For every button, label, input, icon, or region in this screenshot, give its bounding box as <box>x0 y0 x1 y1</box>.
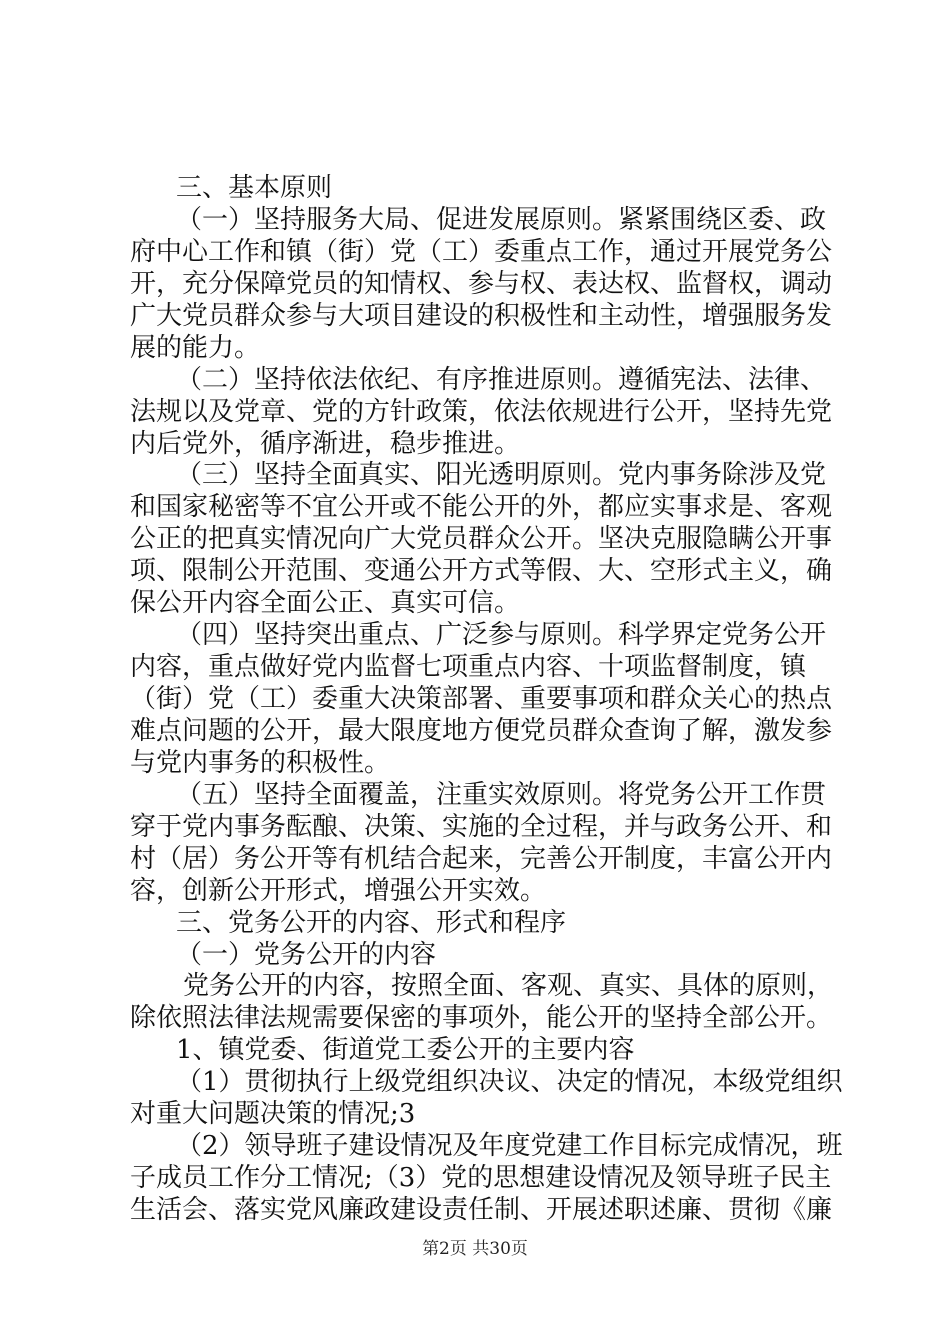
text-line: （1）贯彻执行上级党组织决议、决定的情况，本级党组织 <box>176 1067 843 1097</box>
text-line: 三、基本原则 <box>176 173 333 203</box>
page-number-footer: 第2页 共30页 <box>422 1239 528 1259</box>
text-line: 穿于党内事务酝酿、决策、实施的全过程，并与政务公开、和 <box>130 812 833 842</box>
text-line: 法规以及党章、党的方针政策，依法依规进行公开，坚持先党 <box>130 397 833 427</box>
text-line: 展的能力。 <box>130 333 261 363</box>
text-line: 对重大问题决策的情况;3 <box>130 1099 416 1129</box>
text-line: （一）坚持服务大局、促进发展原则。紧紧围绕区委、政 <box>176 205 827 235</box>
text-line: 1、镇党委、街道党工委公开的主要内容 <box>176 1035 635 1065</box>
text-line: 和国家秘密等不宜公开或不能公开的外，都应实事求是、客观 <box>130 492 833 522</box>
text-line: 生活会、落实党风廉政建设责任制、开展述职述廉、贯彻《廉 <box>130 1195 833 1225</box>
text-line: 难点问题的公开，最大限度地方便党员群众查询了解，激发参 <box>130 716 833 746</box>
text-line: 子成员工作分工情况;（3）党的思想建设情况及领导班子民主 <box>130 1163 832 1193</box>
text-line: （三）坚持全面真实、阳光透明原则。党内事务除涉及党 <box>176 460 827 490</box>
text-line: 党务公开的内容，按照全面、客观、真实、具体的原则， <box>183 971 834 1001</box>
text-line: 三、党务公开的内容、形式和程序 <box>176 908 567 938</box>
text-line: 广大党员群众参与大项目建设的积极性和主动性，增强服务发 <box>130 301 833 331</box>
text-line: 除依照法律法规需要保密的事项外，能公开的坚持全部公开。 <box>130 1003 833 1033</box>
text-line: 府中心工作和镇（街）党（工）委重点工作，通过开展党务公 <box>130 237 833 267</box>
text-line: 开，充分保障党员的知情权、参与权、表达权、监督权，调动 <box>130 269 833 299</box>
text-line: （街）党（工）委重大决策部署、重要事项和群众关心的热点 <box>130 684 833 714</box>
text-line: 村（居）务公开等有机结合起来，完善公开制度，丰富公开内 <box>130 844 833 874</box>
text-line: 与党内事务的积极性。 <box>130 748 391 778</box>
text-line: 容，创新公开形式，增强公开实效。 <box>130 876 547 906</box>
text-line: （四）坚持突出重点、广泛参与原则。科学界定党务公开 <box>176 620 827 650</box>
text-line: （2）领导班子建设情况及年度党建工作目标完成情况，班 <box>176 1131 843 1161</box>
text-line: （一）党务公开的内容 <box>176 940 437 970</box>
text-line: 项、限制公开范围、变通公开方式等假、大、空形式主义，确 <box>130 556 833 586</box>
text-line: 内容，重点做好党内监督七项重点内容、十项监督制度，镇 <box>130 652 807 682</box>
text-line: 保公开内容全面公正、真实可信。 <box>130 588 521 618</box>
text-line: （五）坚持全面覆盖，注重实效原则。将党务公开工作贯 <box>176 780 827 810</box>
text-line: （二）坚持依法依纪、有序推进原则。遵循宪法、法律、 <box>176 365 827 395</box>
text-line: 内后党外，循序渐进，稳步推进。 <box>130 429 521 459</box>
text-line: 公正的把真实情况向广大党员群众公开。坚决克服隐瞒公开事 <box>130 524 833 554</box>
